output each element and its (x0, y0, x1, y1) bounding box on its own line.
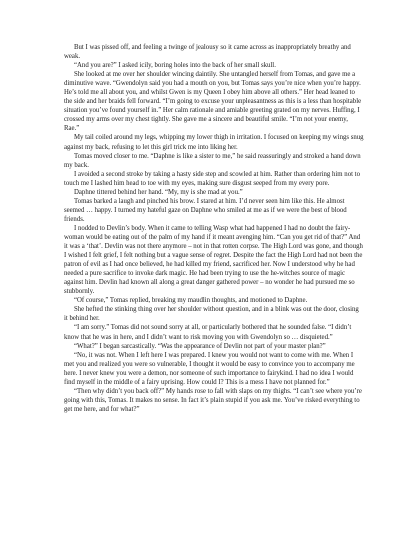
document-page (64, 43, 364, 414)
paragraph: “No, it was not. When I left here I was prepared. I knew you would not want to come with me. When I met you and realized you were so vulnerable, I thought it would be easy to convince you to accompany me here. I never knew you were a demon, nor someone of such importance to fairykind. I had no idea I would find myself in the middle of a fairy uprising. How could I? This is a mess I have not planned for.” (64, 351, 355, 386)
paragraph: “Of course,” Tomas replied, breaking my maudlin thoughts, and motioned to Daphne. (74, 297, 308, 305)
paragraph: “Then why didn’t you back off?” My hands rose to fall with slaps on my thighs. “I can’t see where you’re going with this, Tomas. It makes no sense. In fact it’s plain stupid if you ask me. You’ve risked everything to get me here, and for what?” (64, 387, 362, 413)
paragraph: “I am sorry.” Tomas did not sound sorry at all, or particularly bothered that he sounded false. “I didn’t know that he was in here, and I didn’t want to risk moving you with Gwendolyn so … disquieted.” (64, 324, 352, 341)
paragraph: But I was pissed off, and feeling a twinge of jealousy so it came across as inappropriately breathy and weak. (64, 44, 351, 61)
paragraph: She hefted the stinking thing over her shoulder without question, and in a blink was out the door, closing it behind her. (64, 306, 359, 323)
paragraph: I nodded to Devlin’s body. When it came to telling Wasp what had happened I had no doubt the fairy-woman would be eating out of the palm of my hand if it meant avenging him. “Can you get rid of that?” And it was a ‘that’. Devlin was not there anymore – not in that rotten corpse. The High Lord was gone, and though I wished I felt grief, I felt nothing but a vague sense of regret. Despite the fact the High Lord had not been the patron of evil as I had once believed, he had killed my friend, sacrificed her. Now I understood why he had needed a pure sacrifice to invoke dark magic. He had been trying to use the he-witches source of magic against him. Devlin had known all along a great danger gathered power – no wonder he had pursued me so stubbornly. (64, 224, 363, 296)
paragraph: My tail coiled around my legs, whipping my lower thigh in irritation. I focused on keeping my wings snug against my back, refusing to let this girl trick me into liking her. (64, 134, 364, 151)
paragraph: “What?” I began sarcastically. “Was the appearance of Devlin not part of your master plan?” (74, 342, 326, 350)
paragraph: “And you are?” I asked icily, boring holes into the back of her small skull. (74, 62, 276, 70)
paragraph: Tomas barked a laugh and pinched his brow. I stared at him. I’d never seen him like this. He almost seemed … happy. I turned my hateful gaze on Daphne who smiled at me as if we were the best of blood friends. (64, 197, 347, 223)
paragraph: Daphne tittered behind her hand. “My, my is she mad at you.” (74, 188, 243, 196)
paragraph: I avoided a second stroke by taking a hasty side step and scowled at him. Rather than ordering him not to touch me I lashed him head to toe with my eyes, making sure disgust seeped from my every pore. (64, 170, 360, 187)
paragraph: She looked at me over her shoulder wincing daintily. She untangled herself from Tomas, and gave me a diminutive wave. “Gwendolyn said you had a mouth on you, but Tomas says you’re nice when you’re happy. He’s told me all about you, and whilst Gwen is my Queen I obey him above all others.” Her head leaned to the side and her braids fell forward. “I’m going to excuse your unpleasantness as this is a less than hospitable situation you’ve found yourself in.” Her calm rationale and amiable greeting grated on my nerves. Huffing, I crossed my arms over my chest tightly. She gave me a sincere and beautiful smile. “I’m not your enemy, Rae.” (64, 71, 362, 133)
paragraph: Tomas moved closer to me. “Daphne is like a sister to me,” he said reassuringly and stroked a hand down my back. (64, 152, 361, 169)
